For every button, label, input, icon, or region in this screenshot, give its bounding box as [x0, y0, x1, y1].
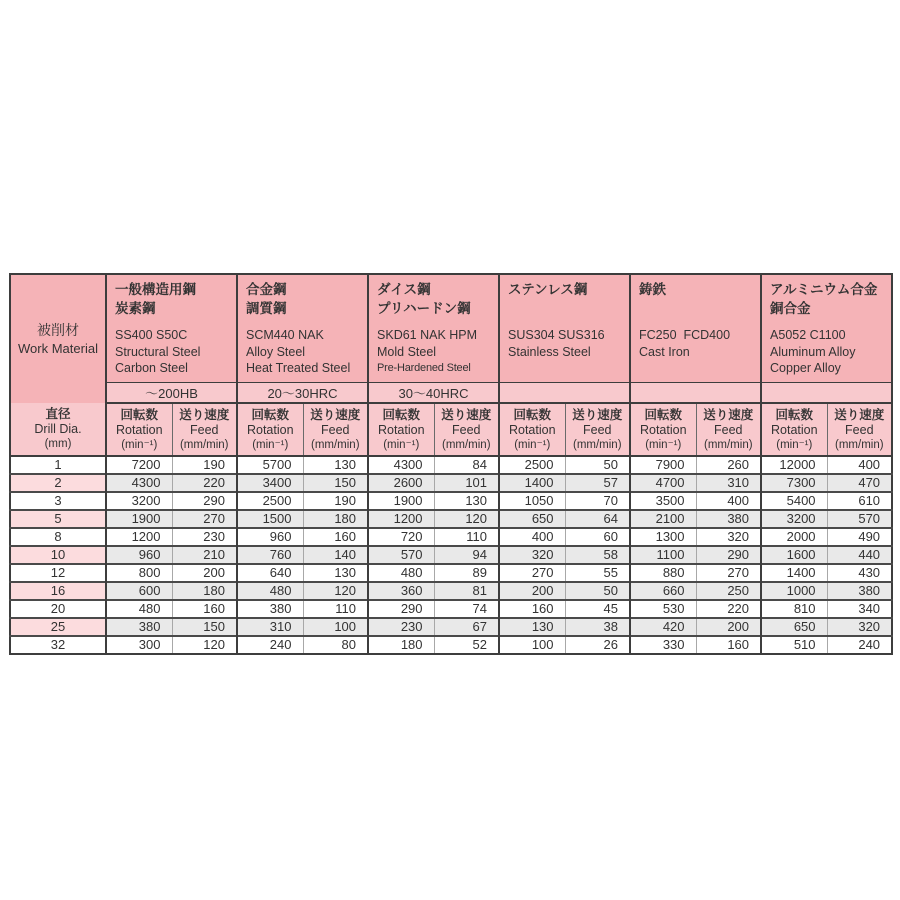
table-row: [10, 528, 892, 546]
rotation-header-unit: (min⁻¹): [121, 438, 158, 451]
rotation-value-cell: 5700: [237, 456, 303, 474]
rotation-value-cell: 200: [499, 582, 565, 600]
feed-value-cell: 80: [303, 636, 368, 654]
rotation-value-cell: 180: [368, 636, 434, 654]
rotation-value-cell: 310: [237, 618, 303, 636]
material-en-line: Aluminum Alloy: [770, 344, 856, 359]
dia-cell: 12: [10, 564, 106, 582]
rotation-header-jp: 回転数: [775, 407, 814, 422]
material-en-line: Copper Alloy: [770, 361, 841, 375]
rotation-value-cell: 5400: [761, 492, 827, 510]
rotation-header: [761, 403, 827, 456]
rotation-value-cell: 760: [237, 546, 303, 564]
rotation-header-jp: 回転数: [513, 407, 552, 422]
dia-unit-label: (mm): [44, 438, 72, 450]
feed-header: [172, 403, 237, 456]
feed-value-cell: 58: [565, 546, 630, 564]
material-jp-line: 調質鋼: [246, 300, 287, 316]
rotation-value-cell: 380: [106, 618, 172, 636]
material-en-line: SKD61 NAK HPM: [377, 328, 478, 342]
feed-value-cell: 110: [434, 528, 499, 546]
feed-header-jp: 送り速度: [834, 407, 885, 422]
feed-value-cell: 430: [827, 564, 892, 582]
feed-header-unit: (mm/min): [179, 438, 229, 451]
rotation-value-cell: 530: [630, 600, 696, 618]
material-header: [106, 274, 237, 383]
rotation-value-cell: 600: [106, 582, 172, 600]
rotation-value-cell: 4700: [630, 474, 696, 492]
cutting-conditions-table: [9, 273, 893, 655]
rotation-value-cell: 960: [237, 528, 303, 546]
feed-value-cell: 220: [696, 600, 761, 618]
rotation-value-cell: 3200: [761, 510, 827, 528]
dia-label-en: Drill Dia.: [34, 422, 82, 436]
rotation-value-cell: 7200: [106, 456, 172, 474]
material-jp-line: ダイス鋼: [377, 282, 431, 297]
rotation-header-unit: (min⁻¹): [514, 438, 551, 451]
material-name-jp: [246, 281, 361, 318]
material-en-line: Heat Treated Steel: [246, 361, 351, 375]
dia-cell: 10: [10, 546, 106, 564]
rotation-header-unit: (min⁻¹): [252, 438, 289, 451]
feed-header: [434, 403, 499, 456]
feed-header-jp: 送り速度: [441, 407, 492, 422]
rotation-header-jp: 回転数: [251, 407, 289, 422]
feed-value-cell: 250: [696, 582, 761, 600]
feed-value-cell: 200: [696, 618, 761, 636]
hardness-cell: [630, 383, 761, 404]
rotation-value-cell: 2500: [499, 456, 565, 474]
feed-header-jp: 送り速度: [310, 407, 361, 422]
feed-value-cell: 570: [827, 510, 892, 528]
rotation-value-cell: 660: [630, 582, 696, 600]
rotation-value-cell: 130: [499, 618, 565, 636]
table-row: [10, 492, 892, 510]
feed-value-cell: 74: [434, 600, 499, 618]
feed-header-en: Feed: [714, 422, 743, 437]
rotation-value-cell: 720: [368, 528, 434, 546]
rotation-header-en: Rotation: [771, 422, 818, 437]
rotation-header-en: Rotation: [508, 422, 556, 437]
feed-value-cell: 290: [172, 492, 237, 510]
feed-value-cell: 84: [434, 456, 499, 474]
feed-header-unit: (mm/min): [310, 438, 360, 451]
hardness-cell: [499, 383, 630, 404]
material-en-line: Structural Steel: [115, 344, 201, 359]
material-name-en: [770, 327, 885, 377]
table-row: [10, 474, 892, 492]
dia-cell: 16: [10, 582, 106, 600]
feed-value-cell: 180: [172, 582, 237, 600]
feed-value-cell: 190: [303, 492, 368, 510]
feed-value-cell: 260: [696, 456, 761, 474]
feed-value-cell: 320: [827, 618, 892, 636]
feed-value-cell: 270: [696, 564, 761, 582]
table-row: [10, 636, 892, 654]
rotation-value-cell: 570: [368, 546, 434, 564]
feed-header-en: Feed: [583, 422, 612, 437]
material-jp-line: 炭素鋼: [115, 300, 156, 316]
material-jp-line: 一般構造用鋼: [115, 282, 196, 297]
rotation-value-cell: 960: [106, 546, 172, 564]
rotation-value-cell: 7300: [761, 474, 827, 492]
material-en-line: SUS304 SUS316: [508, 328, 605, 342]
feed-header-jp: 送り速度: [572, 407, 623, 422]
rotation-value-cell: 1500: [237, 510, 303, 528]
feed-value-cell: 150: [172, 618, 237, 636]
feed-value-cell: 230: [172, 528, 237, 546]
rotation-header: [106, 403, 172, 456]
feed-value-cell: 52: [434, 636, 499, 654]
rotation-value-cell: 1600: [761, 546, 827, 564]
feed-value-cell: 70: [565, 492, 630, 510]
rotation-header: [499, 403, 565, 456]
feed-value-cell: 310: [696, 474, 761, 492]
feed-value-cell: 400: [696, 492, 761, 510]
dia-cell: 20: [10, 600, 106, 618]
feed-value-cell: 100: [303, 618, 368, 636]
rotation-value-cell: 510: [761, 636, 827, 654]
feed-value-cell: 440: [827, 546, 892, 564]
rotation-value-cell: 480: [237, 582, 303, 600]
dia-cell: 2: [10, 474, 106, 492]
rotation-value-cell: 3500: [630, 492, 696, 510]
feed-value-cell: 57: [565, 474, 630, 492]
rotation-header-unit: (min⁻¹): [645, 438, 682, 451]
feed-value-cell: 270: [172, 510, 237, 528]
feed-value-cell: 110: [303, 600, 368, 618]
table-row: [10, 546, 892, 564]
feed-header-en: Feed: [845, 422, 874, 437]
rotation-header-jp: 回転数: [120, 407, 158, 422]
feed-header: [565, 403, 630, 456]
material-name-jp: [115, 281, 230, 318]
material-name-jp: [639, 281, 754, 318]
feed-header-unit: (mm/min): [441, 438, 491, 451]
dia-cell: 3: [10, 492, 106, 510]
feed-value-cell: 240: [827, 636, 892, 654]
dia-cell: 5: [10, 510, 106, 528]
material-en-line: Cast Iron: [639, 344, 690, 359]
dia-header: [10, 403, 106, 456]
table-row: [10, 510, 892, 528]
material-header: [237, 274, 368, 383]
material-header: [761, 274, 892, 383]
material-name-en: [639, 327, 754, 360]
material-jp-line: 銅合金: [770, 300, 811, 316]
material-name-en: [508, 327, 623, 360]
feed-value-cell: 55: [565, 564, 630, 582]
material-name-jp: [508, 281, 623, 318]
rotation-value-cell: 160: [499, 600, 565, 618]
rotation-value-cell: 1100: [630, 546, 696, 564]
rotation-value-cell: 400: [499, 528, 565, 546]
rotation-value-cell: 1000: [761, 582, 827, 600]
rotation-value-cell: 240: [237, 636, 303, 654]
dia-cell: 32: [10, 636, 106, 654]
feed-value-cell: 160: [303, 528, 368, 546]
rotation-value-cell: 1900: [106, 510, 172, 528]
rotation-header: [630, 403, 696, 456]
rotation-header-en: Rotation: [246, 422, 294, 437]
rotation-value-cell: 650: [499, 510, 565, 528]
table-row: [10, 564, 892, 582]
feed-value-cell: 190: [172, 456, 237, 474]
material-jp-line: 鋳鉄: [639, 282, 667, 297]
feed-header-en: Feed: [452, 422, 481, 437]
hardness-cell: ～200HB: [106, 383, 237, 404]
feed-header-unit: (mm/min): [835, 438, 884, 451]
rotation-value-cell: 1400: [499, 474, 565, 492]
rotation-value-cell: 420: [630, 618, 696, 636]
material-header: [630, 274, 761, 383]
drilling-conditions-table-wrap: [9, 273, 893, 655]
feed-value-cell: 67: [434, 618, 499, 636]
feed-value-cell: 120: [434, 510, 499, 528]
feed-value-cell: 50: [565, 456, 630, 474]
work-material-label-en: Work Material: [18, 341, 98, 356]
material-jp-line: 合金鋼: [246, 282, 287, 297]
rotation-value-cell: 2000: [761, 528, 827, 546]
material-en-line: Alloy Steel: [246, 344, 306, 359]
feed-value-cell: 45: [565, 600, 630, 618]
material-en-line: FC250 FCD400: [639, 328, 731, 342]
table-row: [10, 600, 892, 618]
feed-header: [696, 403, 761, 456]
rotation-header-jp: 回転数: [382, 407, 421, 422]
rotation-header: [368, 403, 434, 456]
rotation-value-cell: 100: [499, 636, 565, 654]
rotation-value-cell: 1900: [368, 492, 434, 510]
material-en-line: Carbon Steel: [115, 361, 188, 375]
material-en-line: SS400 S50C: [115, 328, 188, 342]
rotation-value-cell: 4300: [106, 474, 172, 492]
material-en-line: A5052 C1100: [770, 328, 846, 342]
feed-header: [827, 403, 892, 456]
feed-value-cell: 150: [303, 474, 368, 492]
feed-value-cell: 380: [696, 510, 761, 528]
rotation-header: [237, 403, 303, 456]
material-jp-line: アルミニウム合金: [770, 282, 878, 297]
feed-value-cell: 101: [434, 474, 499, 492]
feed-value-cell: 470: [827, 474, 892, 492]
rotation-value-cell: 1400: [761, 564, 827, 582]
material-name-en: [115, 327, 230, 377]
rotation-value-cell: 1300: [630, 528, 696, 546]
rotation-value-cell: 810: [761, 600, 827, 618]
feed-value-cell: 140: [303, 546, 368, 564]
rotation-value-cell: 2500: [237, 492, 303, 510]
rotation-header-unit: (min⁻¹): [776, 438, 813, 451]
material-name-en: [246, 327, 361, 377]
feed-value-cell: 81: [434, 582, 499, 600]
hardness-cell: 30～40HRC: [368, 383, 499, 404]
feed-value-cell: 220: [172, 474, 237, 492]
feed-value-cell: 320: [696, 528, 761, 546]
feed-value-cell: 120: [172, 636, 237, 654]
rotation-value-cell: 300: [106, 636, 172, 654]
feed-value-cell: 610: [827, 492, 892, 510]
feed-value-cell: 94: [434, 546, 499, 564]
feed-value-cell: 210: [172, 546, 237, 564]
rotation-value-cell: 1200: [106, 528, 172, 546]
material-header: [368, 274, 499, 383]
rotation-value-cell: 2600: [368, 474, 434, 492]
feed-value-cell: 130: [303, 456, 368, 474]
rotation-value-cell: 480: [368, 564, 434, 582]
rotation-value-cell: 880: [630, 564, 696, 582]
hardness-cell: 20～30HRC: [237, 383, 368, 404]
material-name-jp: [770, 281, 885, 318]
dia-cell: 8: [10, 528, 106, 546]
feed-value-cell: 200: [172, 564, 237, 582]
feed-header: [303, 403, 368, 456]
table-row: [10, 618, 892, 636]
rotation-value-cell: 2100: [630, 510, 696, 528]
rotation-header-jp: 回転数: [644, 407, 683, 422]
feed-value-cell: 380: [827, 582, 892, 600]
rotation-value-cell: 12000: [761, 456, 827, 474]
feed-value-cell: 160: [172, 600, 237, 618]
feed-header-jp: 送り速度: [179, 407, 230, 422]
dia-cell: 1: [10, 456, 106, 474]
rotation-value-cell: 650: [761, 618, 827, 636]
material-name-jp: [377, 281, 492, 318]
feed-value-cell: 130: [303, 564, 368, 582]
work-material-header: [10, 274, 106, 403]
rotation-header-en: Rotation: [377, 422, 425, 437]
rotation-value-cell: 640: [237, 564, 303, 582]
feed-value-cell: 89: [434, 564, 499, 582]
feed-header-en: Feed: [190, 422, 219, 437]
feed-value-cell: 26: [565, 636, 630, 654]
rotation-value-cell: 3200: [106, 492, 172, 510]
rotation-value-cell: 290: [368, 600, 434, 618]
rotation-value-cell: 360: [368, 582, 434, 600]
rotation-header-unit: (min⁻¹): [383, 438, 420, 451]
feed-header-unit: (mm/min): [704, 438, 753, 451]
work-material-label-jp: 被削材: [37, 322, 79, 338]
material-jp-line: プリハードン鋼: [377, 300, 471, 316]
hardness-cell: [761, 383, 892, 404]
material-en-line: SCM440 NAK: [246, 328, 324, 342]
feed-value-cell: 50: [565, 582, 630, 600]
material-en-line: Mold Steel: [377, 344, 437, 359]
rotation-value-cell: 270: [499, 564, 565, 582]
feed-value-cell: 160: [696, 636, 761, 654]
feed-header-jp: 送り速度: [703, 407, 754, 422]
feed-header-en: Feed: [321, 422, 350, 437]
dia-label-jp: 直径: [45, 407, 71, 421]
feed-header-unit: (mm/min): [572, 438, 622, 451]
feed-value-cell: 400: [827, 456, 892, 474]
feed-value-cell: 490: [827, 528, 892, 546]
rotation-header-en: Rotation: [639, 422, 687, 437]
rotation-value-cell: 480: [106, 600, 172, 618]
feed-value-cell: 180: [303, 510, 368, 528]
feed-value-cell: 120: [303, 582, 368, 600]
rotation-value-cell: 3400: [237, 474, 303, 492]
rotation-value-cell: 380: [237, 600, 303, 618]
material-name-en: [377, 327, 492, 377]
material-en-line: Pre-Hardened Steel: [377, 362, 471, 374]
rotation-value-cell: 330: [630, 636, 696, 654]
rotation-value-cell: 230: [368, 618, 434, 636]
feed-value-cell: 340: [827, 600, 892, 618]
rotation-value-cell: 1050: [499, 492, 565, 510]
feed-value-cell: 60: [565, 528, 630, 546]
feed-value-cell: 130: [434, 492, 499, 510]
rotation-value-cell: 7900: [630, 456, 696, 474]
feed-value-cell: 38: [565, 618, 630, 636]
dia-cell: 25: [10, 618, 106, 636]
rotation-value-cell: 800: [106, 564, 172, 582]
feed-value-cell: 64: [565, 510, 630, 528]
table-row: [10, 582, 892, 600]
table-row: [10, 456, 892, 474]
material-en-line: Stainless Steel: [508, 344, 591, 359]
material-jp-line: ステンレス鋼: [508, 282, 588, 297]
material-header: [499, 274, 630, 383]
rotation-value-cell: 1200: [368, 510, 434, 528]
rotation-header-en: Rotation: [115, 422, 163, 437]
feed-value-cell: 290: [696, 546, 761, 564]
rotation-value-cell: 320: [499, 546, 565, 564]
rotation-value-cell: 4300: [368, 456, 434, 474]
